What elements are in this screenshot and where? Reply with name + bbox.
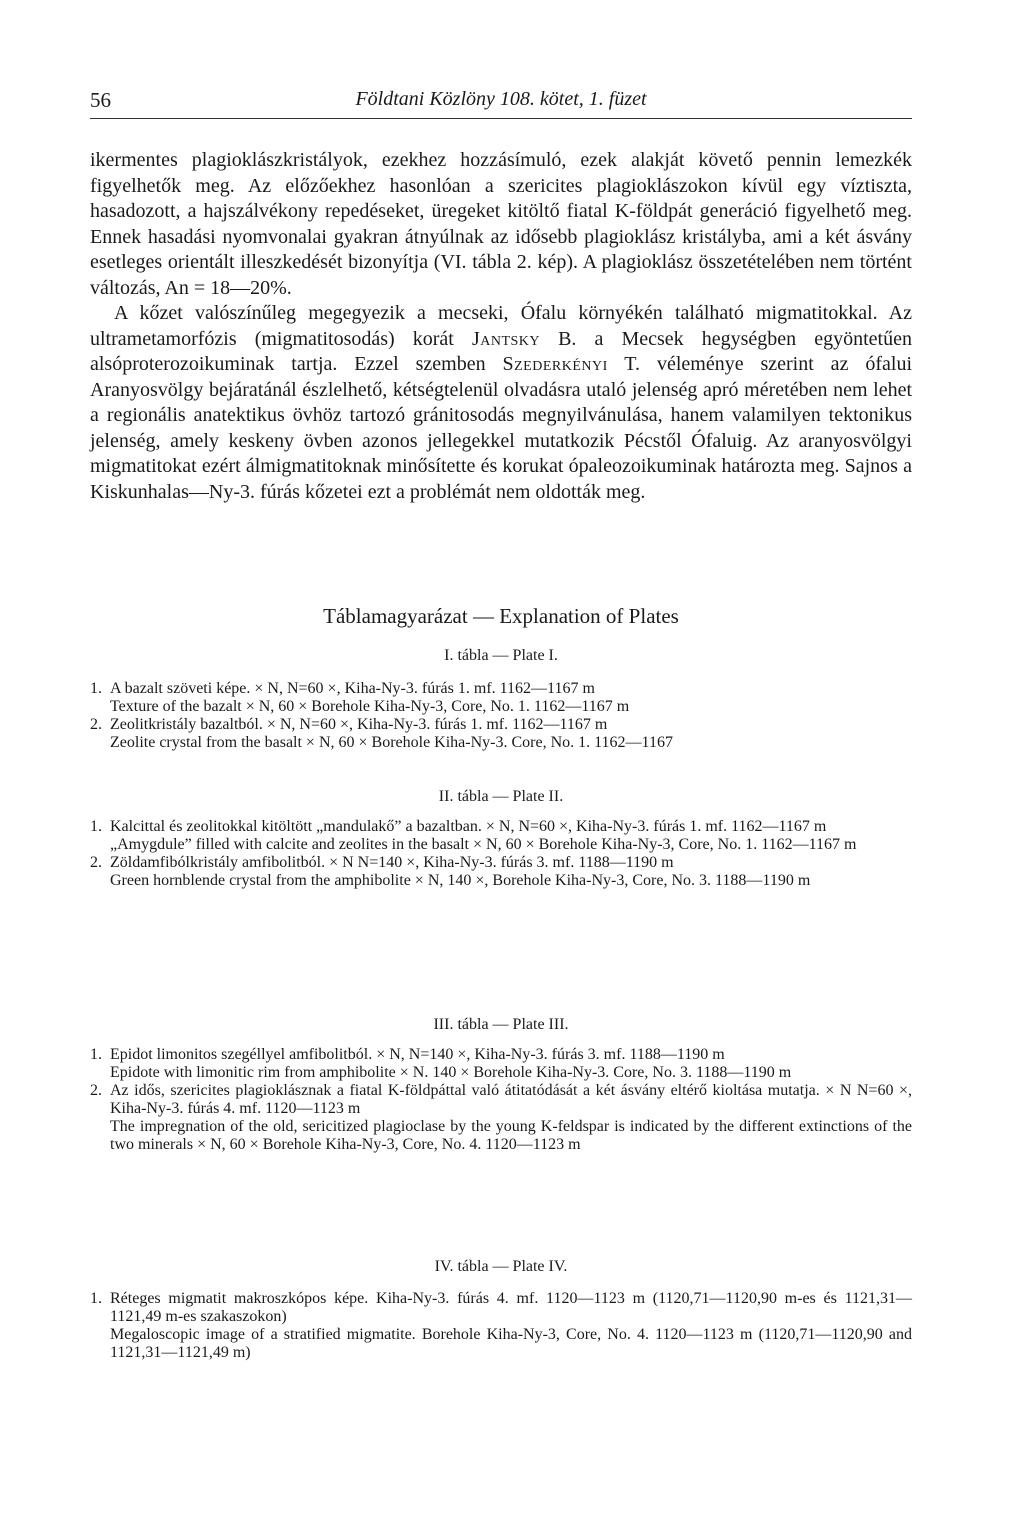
caption-number: 1.: [90, 1290, 102, 1307]
caption-number: 1.: [90, 1046, 102, 1063]
caption-item: [90, 716, 912, 752]
plates-section-title: Táblamagyarázat — Explanation of Plates: [323, 604, 679, 628]
plate-title-2: II. tábla — Plate II.: [438, 788, 564, 805]
running-head: [90, 84, 912, 119]
caption-item: [90, 1082, 912, 1154]
paragraph-2-part-a: A kőzet valószínűleg megegyezik a mecseki, Ófalu környékén található migmatitokkal. Az ultrametamorfózis (migmatitosodás) korát: [90, 302, 912, 350]
caption-number: 2.: [90, 716, 102, 733]
body-text: [90, 148, 912, 505]
caption-english: „Amygdule” filled with calcite and zeolites in the basalt × N, 60 × Borehole Kiha-Ny-3, Core, No. 1. 1162—1167 m: [110, 836, 857, 853]
plate-2-captions: [90, 818, 912, 890]
plate-title-1: I. tábla — Plate I.: [444, 647, 558, 664]
plate-4-captions: [90, 1290, 912, 1362]
caption-item: [90, 818, 912, 854]
caption-number: 1.: [90, 680, 102, 697]
paragraph-2: [90, 301, 912, 505]
plate-title-3: III. tábla — Plate III.: [433, 1016, 569, 1033]
author-name-jantsky: Jantsky: [471, 327, 540, 350]
caption-item: [90, 1046, 912, 1082]
caption-english: Megaloscopic image of a stratified migmatite. Borehole Kiha-Ny-3, Core, No. 4. 1120—1123 m (1120,71—1120,90 and 1121,31—1121,49 m): [110, 1326, 912, 1361]
author-name-szederkenyi: Szederkényi: [502, 353, 608, 375]
caption-hungarian: Az idős, szericites plagioklásznak a fiatal K-földpáttal való átitatódását a két ásvány eltérő kioltása mutatja. × N N=60 ×, Kiha-Ny-3. fúrás 4. mf. 1120—1123 m: [110, 1082, 912, 1117]
plate-1-captions: [90, 680, 912, 752]
paragraph-2-part-b: B. a Mecsek hegységben egyöntetűen alsóproterozoikuminak tartja. Ezzel szemben: [90, 327, 912, 375]
caption-hungarian: Zöldamfibólkristály amfibolitból. × N N=140 ×, Kiha-Ny-3. fúrás 3. mf. 1188—1190 m: [110, 854, 674, 871]
caption-item: [90, 680, 912, 716]
caption-item: [90, 1290, 912, 1362]
caption-hungarian: A bazalt szöveti képe. × N, N=60 ×, Kiha-Ny-3. fúrás 1. mf. 1162—1167 m: [110, 680, 595, 697]
caption-number: 1.: [90, 818, 102, 835]
page-number: 56: [90, 88, 111, 112]
caption-english: Zeolite crystal from the basalt × N, 60 × Borehole Kiha-Ny-3. Core, No. 1. 1162—1167: [110, 734, 673, 751]
caption-item: [90, 854, 912, 890]
caption-english: Epidote with limonitic rim from amphibolite × N. 140 × Borehole Kiha-Ny-3. Core, No. 3. 1188—1190 m: [110, 1064, 792, 1081]
caption-english: Green hornblende crystal from the amphibolite × N, 140 ×, Borehole Kiha-Ny-3, Core, No. 3. 1188—1190 m: [110, 872, 811, 889]
plate-3-captions: [90, 1046, 912, 1154]
caption-hungarian: Kalcittal és zeolitokkal kitöltött „mandulakő” a bazaltban. × N, N=60 ×, Kiha-Ny-3. fúrás 1. mf. 1162—1167 m: [110, 818, 827, 835]
caption-number: 2.: [90, 1082, 102, 1099]
paragraph-2-part-c: T. véleménye szerint az ófalui Aranyosvölgy bejáratánál észlelhető, kétségtelenül olvadásra utaló jelenség apró méretében nem lehet a regionális anatektikus övhöz tartozó gránitosodás megnyilvánulása, hanem valamilyen tektonikus jelenség, amely keskeny övben azonos jellegekkel mutatkozik Pécstől Ófaluig. Az aranyosvölgyi migmatitokat ezért álmigmatitoknak minősítette és korukat ópaleozoikuminak határozta meg. Sajnos a Kiskunhalas—Ny-3. fúrás kőzetei ezt a problémát nem oldották meg.: [90, 353, 912, 503]
caption-number: 2.: [90, 854, 102, 871]
caption-hungarian: Epidot limonitos szegéllyel amfibolitból. × N, N=140 ×, Kiha-Ny-3. fúrás 3. mf. 1188—1190 m: [110, 1046, 725, 1063]
journal-title: Földtani Közlöny 108. kötet, 1. füzet: [355, 88, 647, 110]
caption-hungarian: Réteges migmatit makroszkópos képe. Kiha-Ny-3. fúrás 4. mf. 1120—1123 m (1120,71—1120,90 m-es és 1121,31—1121,49 m-es szakaszokon): [110, 1290, 912, 1325]
paragraph-1: ikermentes plagioklászkristályok, ezekhez hozzásímuló, ezek alakját követő pennin lemezkék figyelhetők meg. Az előzőekhez hasonlóan a szericites plagioklászokon kívül egy víztiszta, hasadozott, a hajszálvékony repedéseket, üregeket kitöltő fiatal K-földpát generáció figyelhető meg. Ennek hasadási nyomvonalai gyakran átnyúlnak az idősebb plagioklász kristályba, ami a két ásvány esetleges orientált illeszkedését bizonyítja (VI. tábla 2. kép). A plagioklász összetételében nem történt változás, An = 18—20%.: [90, 149, 912, 299]
caption-english: Texture of the bazalt × N, 60 × Borehole Kiha-Ny-3, Core, No. 1. 1162—1167 m: [110, 698, 630, 715]
caption-hungarian: Zeolitkristály bazaltból. × N, N=60 ×, Kiha-Ny-3. fúrás 1. mf. 1162—1167 m: [110, 716, 608, 733]
caption-english: The impregnation of the old, sericitized plagioclase by the young K-feldspar is indicated by the different extinctions of the two minerals × N, 60 × Borehole Kiha-Ny-3, Core, No. 4. 1120—1123 m: [110, 1118, 912, 1153]
plate-title-4: IV. tábla — Plate IV.: [434, 1258, 568, 1275]
